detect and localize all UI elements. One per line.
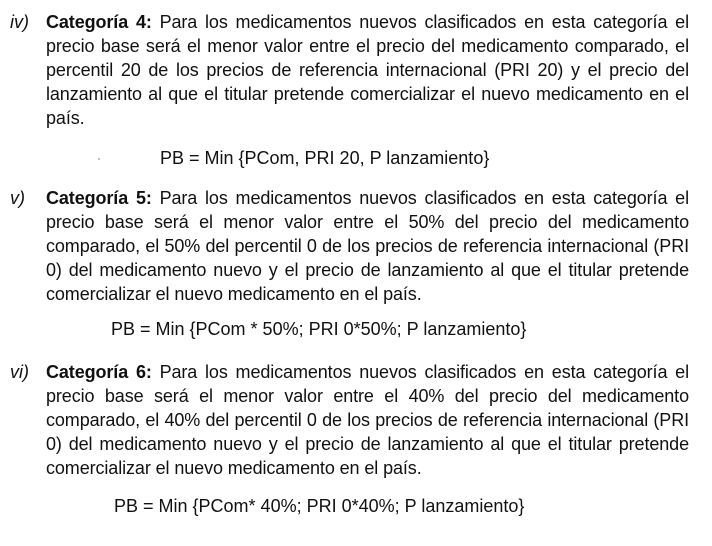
category-heading: Categoría 4: xyxy=(46,12,160,32)
speck xyxy=(98,158,100,160)
category-text: Para los medicamentos nuevos clasificados en esta categoría el precio base será el menor valor entre el precio del medicamento comparado, el percentil 20 de los precios de referencia internacional (PRI 20) y el precio del lanzamiento al que el titular pretende comercializar el nuevo medicamento en el país. xyxy=(46,12,689,128)
category-heading: Categoría 6: xyxy=(46,362,160,382)
formula: PB = Min {PCom, PRI 20, P lanzamiento} xyxy=(160,148,490,168)
item-number: vi) xyxy=(10,362,29,382)
category-paragraph xyxy=(46,360,689,480)
category-paragraph xyxy=(46,10,689,130)
category-text: Para los medicamentos nuevos clasificados en esta categoría el precio base será el menor valor entre el 50% del precio del medicamento comparado, el 50% del percentil 0 de los precios de referencia internacional (PRI 0) del medicamento nuevo y el precio de lanzamiento al que el titular pretende comercializar el nuevo medicamento en el país. xyxy=(46,188,689,304)
formula: PB = Min {PCom* 40%; PRI 0*40%; P lanzamiento} xyxy=(114,496,525,516)
category-text: Para los medicamentos nuevos clasificados en esta categoría el precio base será el menor valor entre el 40% del precio del medicamento comparado, el 40% del percentil 0 de los precios de referencia internacional (PRI 0) del medicamento nuevo y el precio de lanzamiento al que el titular pretende comercializar el nuevo medicamento en el país. xyxy=(46,362,689,478)
category-paragraph xyxy=(46,186,689,306)
item-number: iv) xyxy=(10,12,29,32)
category-heading: Categoría 5: xyxy=(46,188,160,208)
formula: PB = Min {PCom * 50%; PRI 0*50%; P lanzamiento} xyxy=(111,319,527,339)
item-number: v) xyxy=(10,188,25,208)
